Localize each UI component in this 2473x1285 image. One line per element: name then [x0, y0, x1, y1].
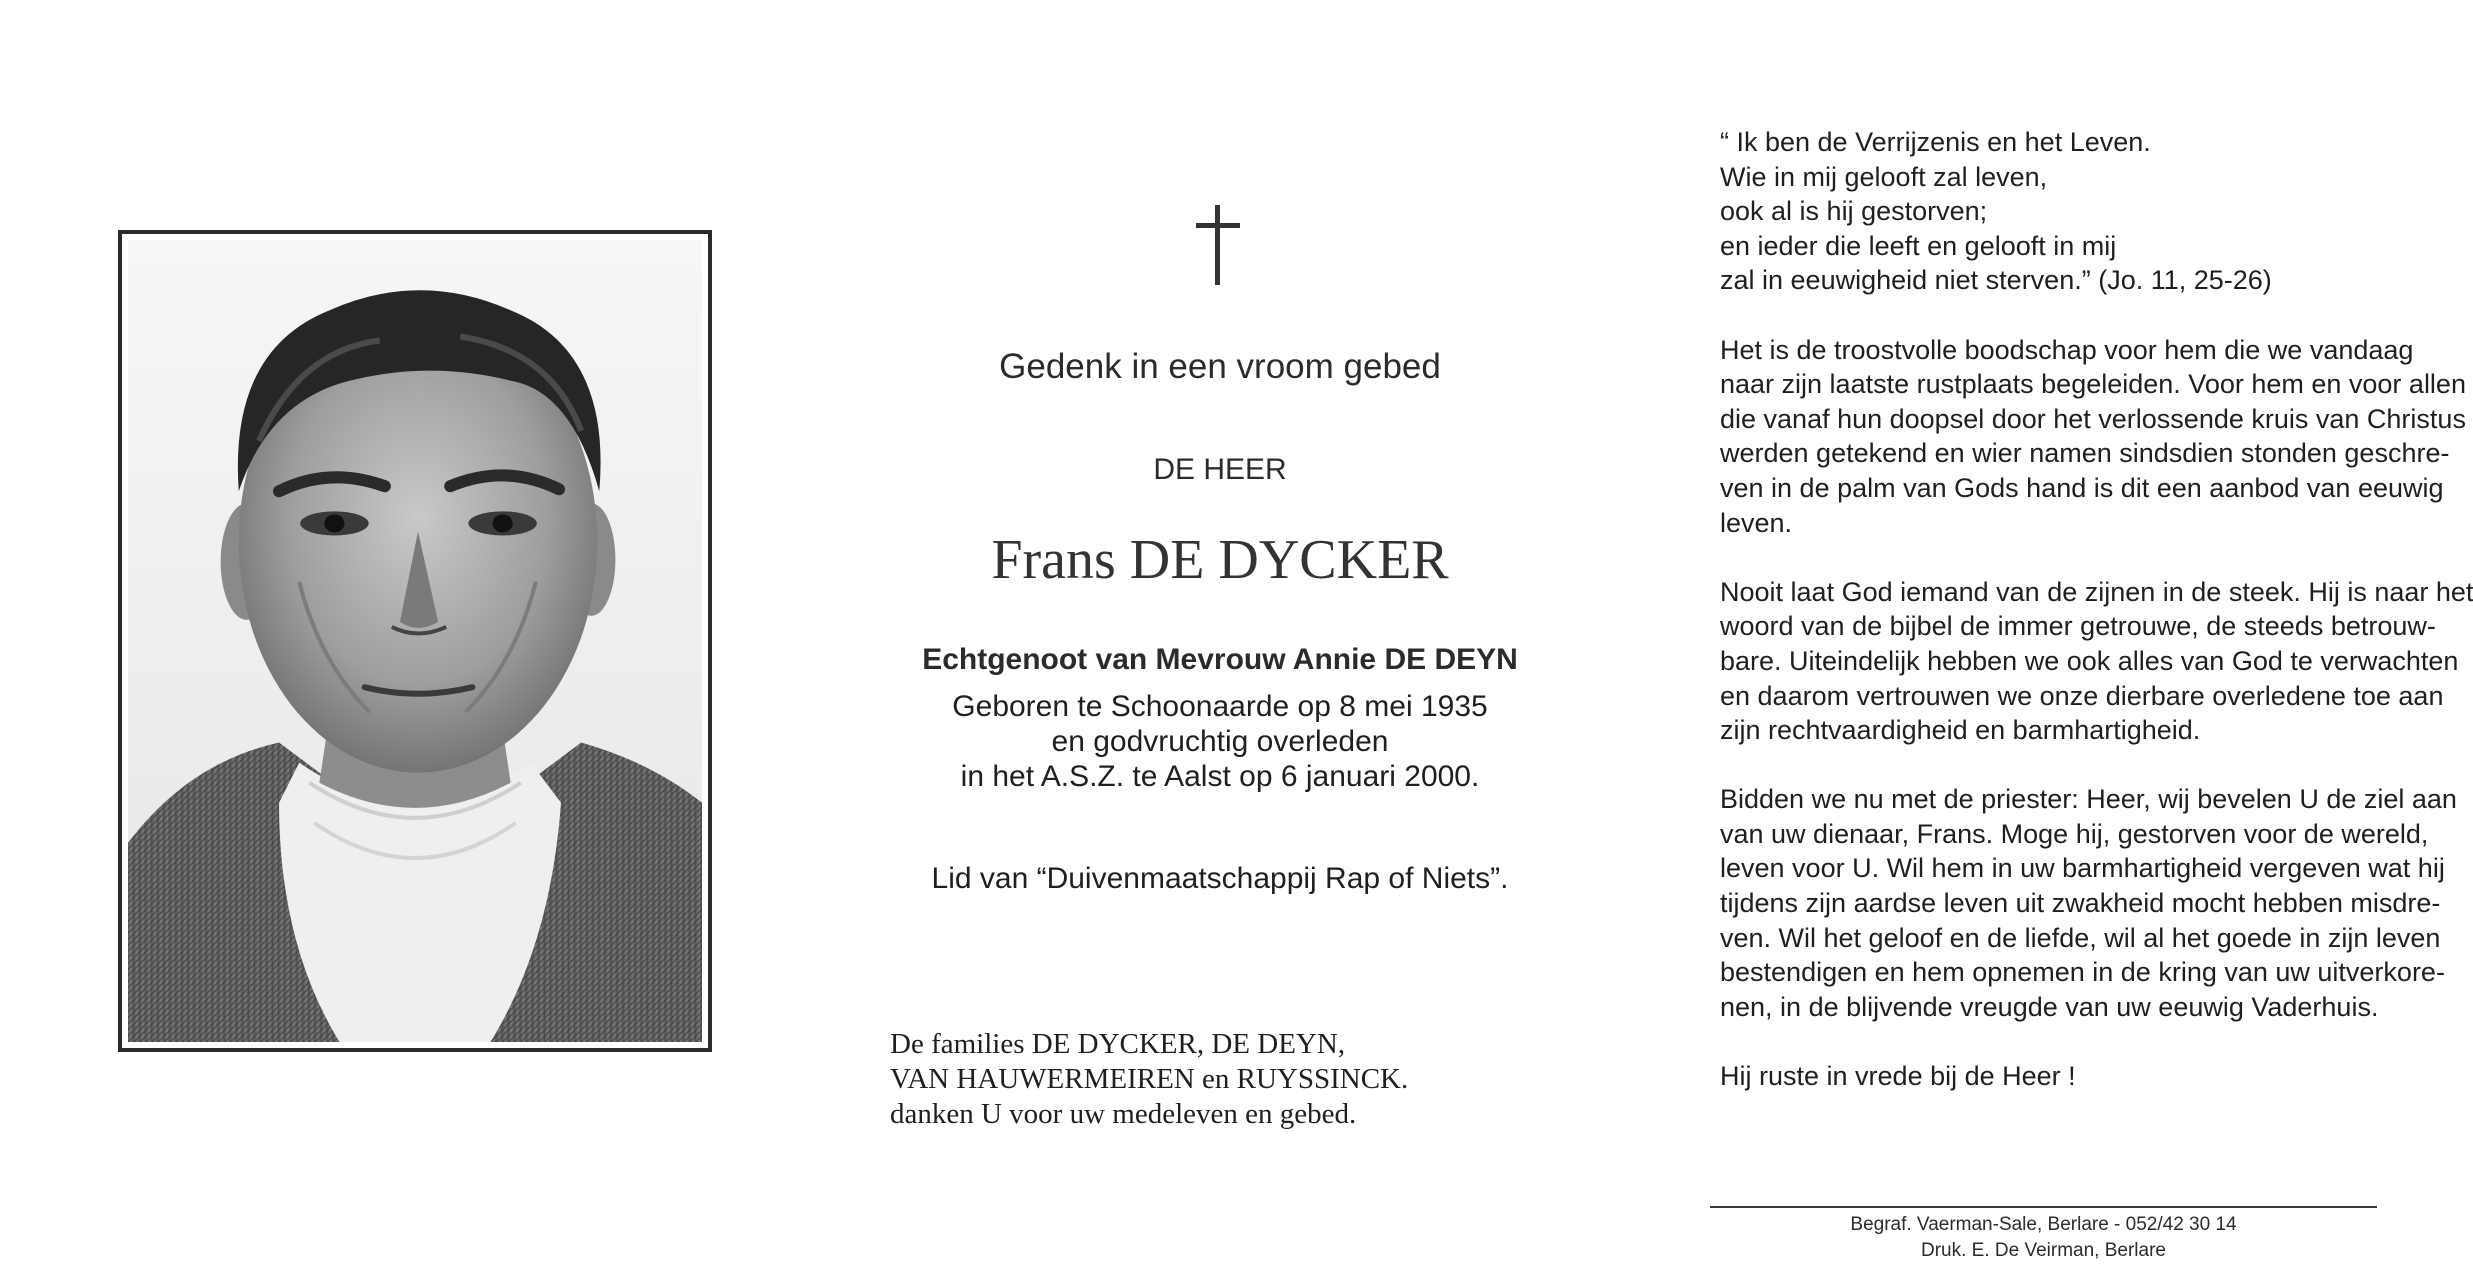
membership-line: Lid van “Duivenmaatschappij Rap of Niets”. [931, 862, 1509, 895]
paragraph-line: van uw dienaar, Frans. Moge hij, gestorven voor de wereld, [1720, 818, 2429, 849]
paragraph-line: leven. [1720, 507, 1793, 538]
quote-line: zal in eeuwigheid niet sterven.” (Jo. 11, 25-26) [1720, 265, 2272, 296]
honorific-title: DE HEER [1153, 453, 1287, 486]
paragraph-line: werden getekend en wier namen sindsdien stonden geschre- [1720, 438, 2450, 469]
paragraph-line: zijn rechtvaardigheid en barmhartigheid. [1720, 715, 2201, 746]
portrait-photo-icon [128, 240, 702, 1042]
paragraph-line: leven voor U. Wil hem in uw barmhartigheid vergeven wat hij [1720, 853, 2445, 884]
paragraph-line: die vanaf hun doopsel door het verlossende kruis van Christus [1720, 403, 2466, 434]
paragraph-line: tijdens zijn aardse leven uit zwakheid mocht hebben misdre- [1720, 888, 2441, 919]
closing-line: Hij ruste in vrede bij de Heer ! [1720, 1061, 2076, 1092]
families-line: danken U voor uw medeleven en gebed. [890, 1098, 1357, 1130]
birth-line: Geboren te Schoonaarde op 8 mei 1935 [952, 690, 1488, 723]
paragraph-line: nen, in de blijvende vreugde van uw eeuwig Vaderhuis. [1720, 991, 2379, 1022]
cross-icon [1196, 205, 1240, 285]
death-line-2: in het A.S.Z. te Aalst op 6 januari 2000. [960, 760, 1480, 793]
quote-line: Wie in mij gelooft zal leven, [1720, 161, 2048, 192]
paragraph-line: naar zijn laatste rustplaats begeleiden. Voor hem en voor allen [1720, 369, 2466, 400]
quote-line: ook al is hij gestorven; [1720, 196, 1988, 227]
quote-line: en ieder die leeft en gelooft in mij [1720, 230, 2117, 261]
paragraph-3 [1720, 782, 2457, 1024]
scripture-text-column [1720, 125, 2473, 1094]
undertaker-line: Begraf. Vaerman-Sale, Berlare - 052/42 30 14 [1850, 1214, 2237, 1235]
paragraph-line: ven. Wil het geloof en de liefde, wil al het goede in zijn leven [1720, 922, 2441, 953]
paragraph-1 [1720, 333, 2466, 541]
prayer-line: Gedenk in een vroom gebed [999, 347, 1441, 386]
paragraph-line: Het is de troostvolle boodschap voor hem die we vandaag [1720, 334, 2414, 365]
paragraph-line: Nooit laat God iemand van de zijnen in de steek. Hij is naar het [1720, 576, 2473, 607]
families-line: De families DE DYCKER, DE DEYN, [890, 1028, 1346, 1060]
death-line-1: en godvruchtig overleden [1051, 725, 1389, 758]
families-line: VAN HAUWERMEIREN en RUYSSINCK. [890, 1063, 1409, 1095]
printer-line: Druk. E. De Veirman, Berlare [1921, 1240, 2166, 1261]
bible-quote [1720, 125, 2380, 298]
deceased-name: Frans DE DYCKER [991, 529, 1449, 591]
portrait-photo [118, 230, 712, 1052]
paragraph-line: ven in de palm van Gods hand is dit een aanbod van eeuwig [1720, 472, 2444, 503]
paragraph-2 [1720, 575, 2473, 748]
paragraph-line: Bidden we nu met de priester: Heer, wij bevelen U de ziel aan [1720, 784, 2457, 815]
footer-divider [1710, 1206, 2377, 1208]
spouse-line: Echtgenoot van Mevrouw Annie DE DEYN [922, 643, 1518, 676]
paragraph-line: bestendigen en hem opnemen in de kring van uw uitverkore- [1720, 957, 2445, 988]
families-thanks [890, 1027, 1530, 1132]
paragraph-line: en daarom vertrouwen we onze dierbare overledene toe aan [1720, 680, 2444, 711]
quote-line: “ Ik ben de Verrijzenis en het Leven. [1720, 127, 2151, 157]
paragraph-line: woord van de bijbel de immer getrouwe, de steeds betrouw- [1720, 611, 2436, 642]
paragraph-line: bare. Uiteindelijk hebben we ook alles van God te verwachten [1720, 645, 2459, 676]
